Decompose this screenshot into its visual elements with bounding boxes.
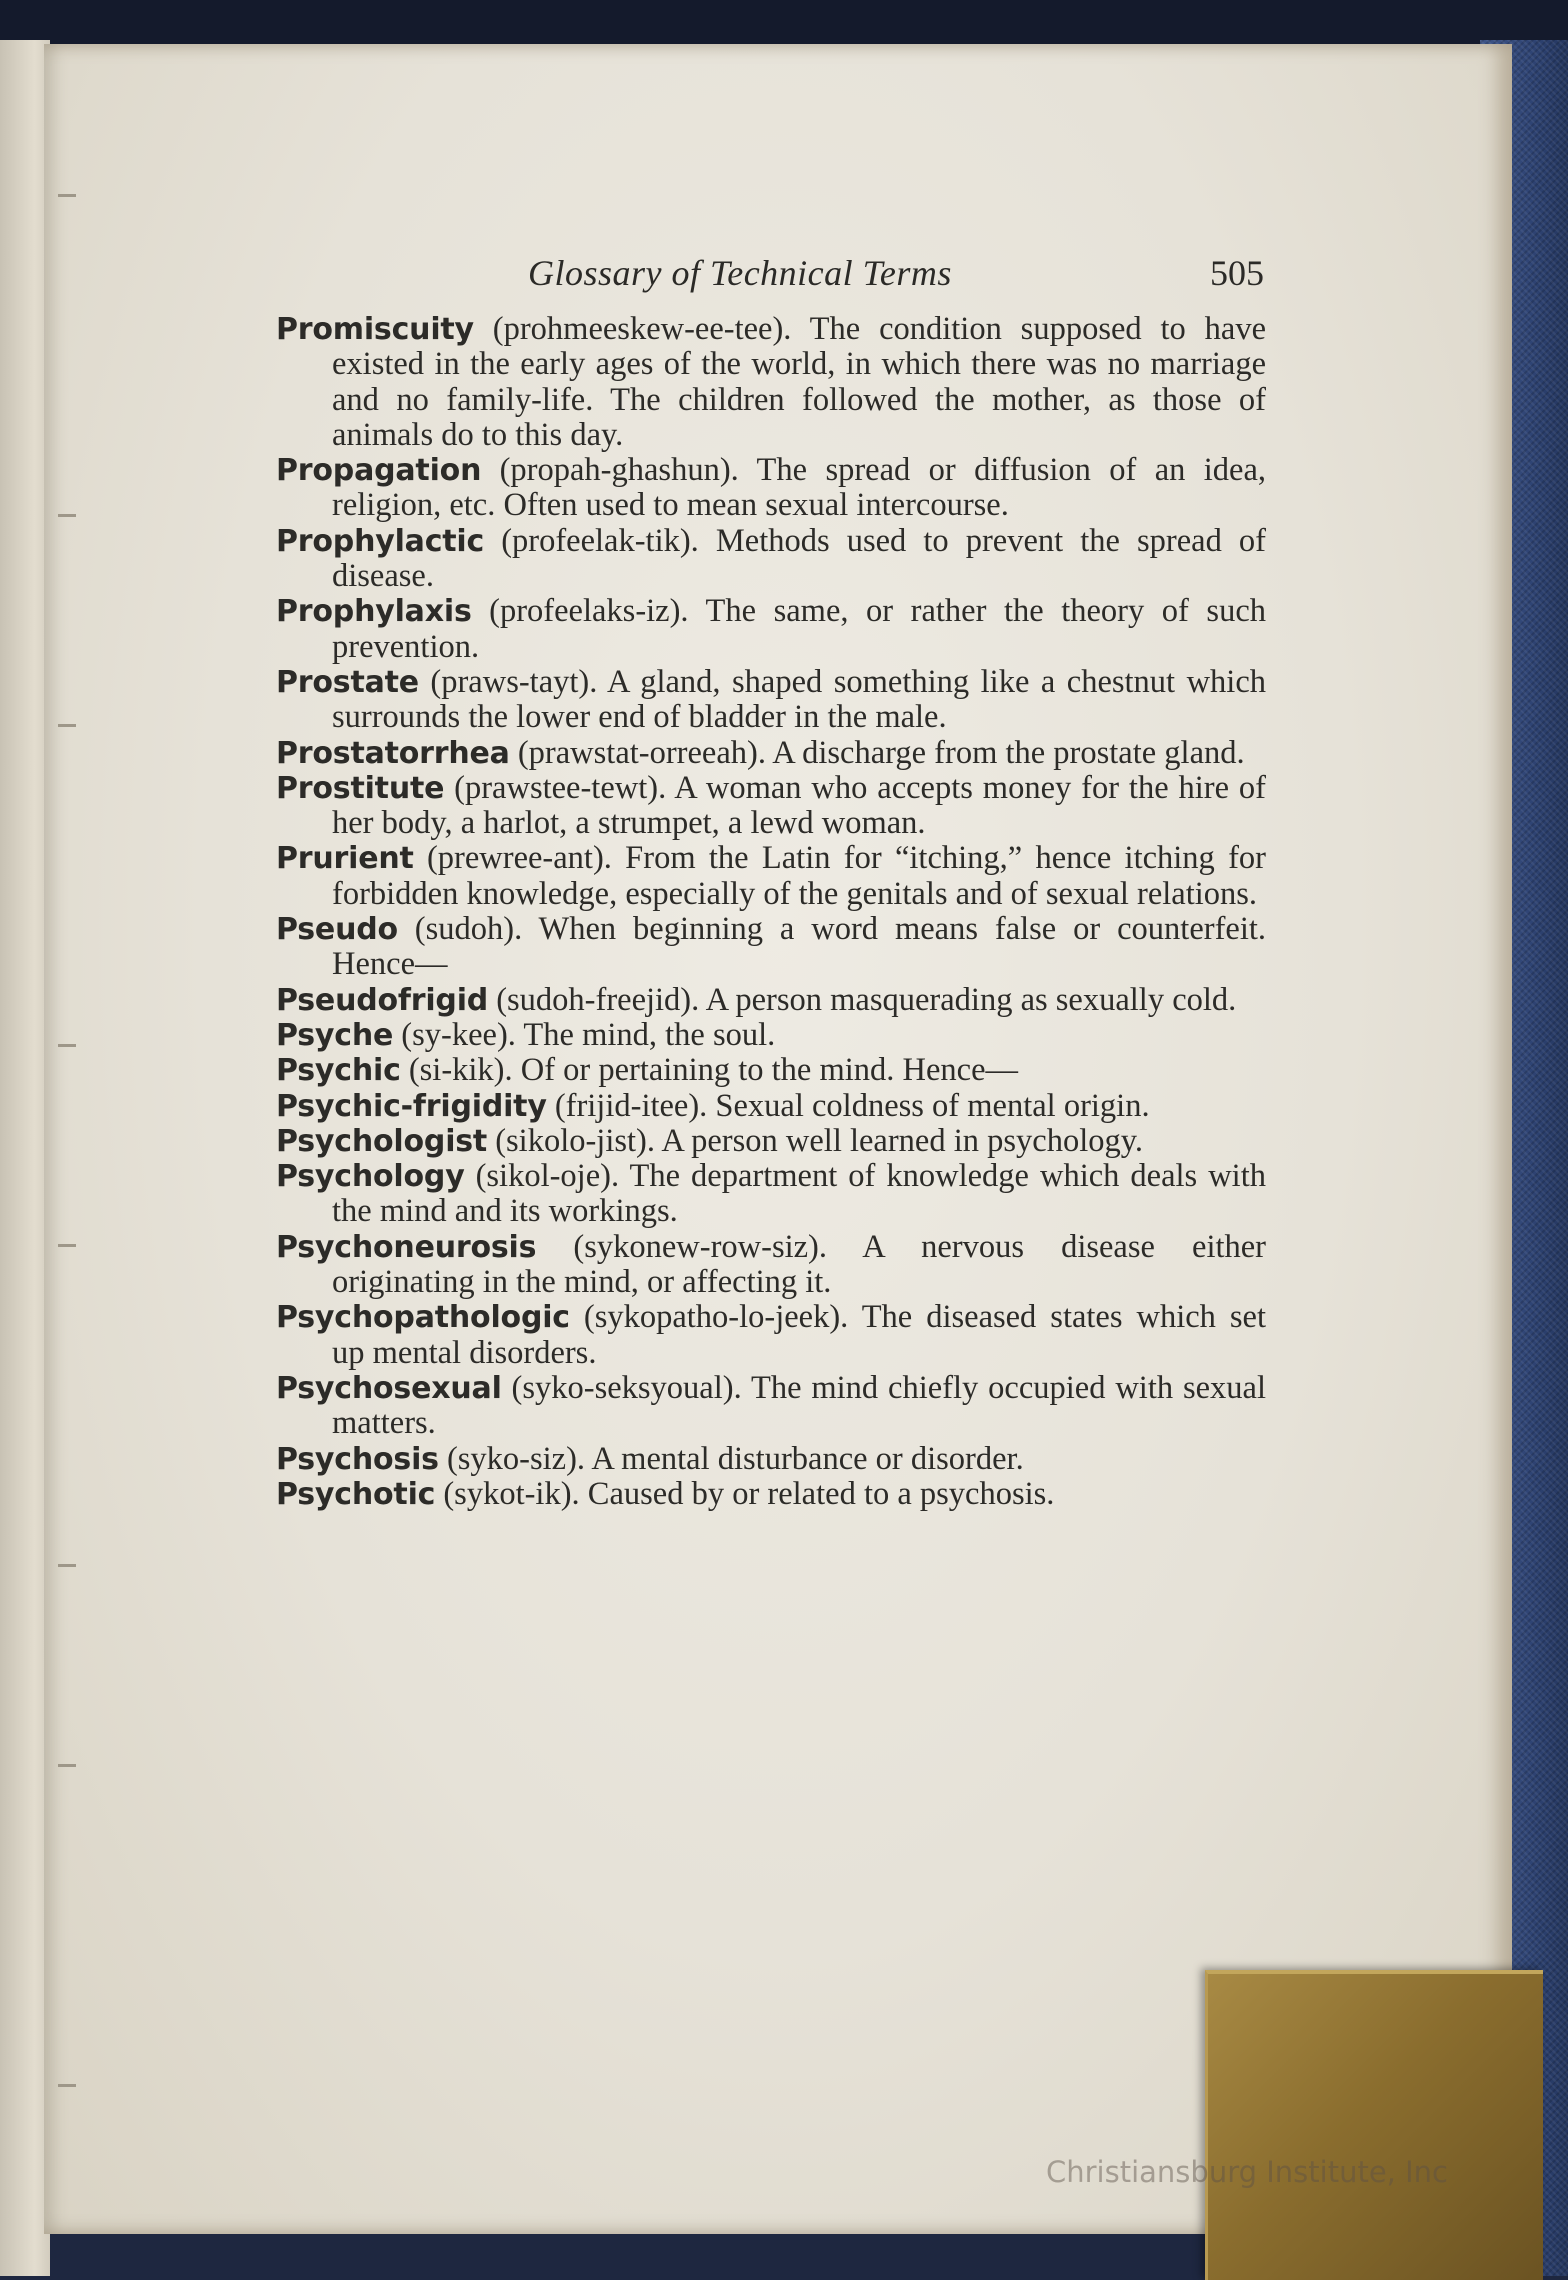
entry-definition: (syko-seksyoual). The mind chiefly occupied with sexual matters.: [332, 1369, 1266, 1442]
entry-term: Propagation: [276, 453, 482, 489]
entry-definition: (sudoh). When beginning a word means false or counterfeit. Hence—: [332, 911, 1266, 983]
glossary-entry: [276, 594, 1266, 665]
entry-definition: (sykonew-row-siz). A nervous disease either originating in the mind, or affecting it.: [332, 1228, 1266, 1301]
binding-stitch: [58, 194, 76, 197]
entry-definition: (prewree-ant). From the Latin for “itching,” hence itching for forbidden knowledge, especially of the genitals and of sexual relations.: [332, 840, 1266, 912]
glossary-entry: [276, 1089, 1266, 1124]
glossary-entry: [276, 524, 1266, 595]
binding-stitch: [58, 1044, 76, 1047]
glossary-entry: [276, 736, 1266, 771]
entry-term: Psychic: [276, 1053, 401, 1089]
page-number: 505: [1210, 253, 1264, 293]
glossary-entry: [276, 665, 1266, 736]
facing-page-edge: [0, 40, 50, 2276]
binding-stitch: [58, 2084, 76, 2087]
glossary-entry: [276, 312, 1266, 453]
running-head-title: Glossary of Technical Terms: [528, 253, 952, 293]
glossary-entry: [276, 771, 1266, 842]
glossary-entries: [276, 312, 1266, 1512]
background-top: [0, 0, 1568, 50]
entry-definition: (frijid-itee). Sexual coldness of mental origin.: [546, 1087, 1150, 1124]
binding-stitch: [58, 1564, 76, 1567]
entry-term: Prostatorrhea: [276, 735, 510, 771]
entry-definition: (profeelaks-iz). The same, or rather the theory of such prevention.: [332, 593, 1266, 665]
glossary-entry: [276, 1371, 1266, 1442]
glossary-entry: [276, 1053, 1266, 1088]
entry-definition: (prawstee-tewt). A woman who accepts money for the hire of her body, a harlot, a strumpet, a lewd woman.: [332, 769, 1266, 842]
entry-definition: (praws-tayt). A gland, shaped something like a chestnut which surrounds the lower end of bladder in the male.: [332, 663, 1266, 736]
entry-definition: (si-kik). Of or pertaining to the mind. Hence—: [400, 1052, 1019, 1089]
entry-term: Psychotic: [276, 1476, 436, 1512]
entry-term: Prophylaxis: [276, 594, 472, 630]
entry-definition: (prohmeeskew-ee-tee). The condition supposed to have existed in the early ages of the world, in which there was no marriage and no family-life. The children followed the mother, as those of animals do to this day.: [332, 311, 1266, 453]
glossary-entry: [276, 912, 1266, 983]
glossary-entry: [276, 1442, 1266, 1477]
glossary-entry: [276, 1300, 1266, 1371]
entry-term: Psychosis: [276, 1441, 439, 1477]
entry-term: Psyche: [276, 1017, 394, 1053]
glossary-entry: [276, 1230, 1266, 1301]
binding-stitch: [58, 514, 76, 517]
entry-term: Psychologist: [276, 1123, 488, 1159]
entry-definition: (sykot-ik). Caused by or related to a psychosis.: [435, 1475, 1055, 1512]
entry-term: Prostitute: [276, 770, 445, 806]
watermark-text: Christiansburg Institute, Inc: [1046, 2155, 1448, 2189]
glossary-entry: [276, 841, 1266, 912]
entry-definition: (profeelak-tik). Methods used to prevent the spread of disease.: [332, 522, 1266, 595]
glossary-entry: [276, 1477, 1266, 1512]
entry-definition: (sudoh-freejid). A person masquerading as sexually cold.: [488, 981, 1237, 1018]
entry-term: Psychosexual: [276, 1370, 502, 1406]
entry-definition: (propah-ghashun). The spread or diffusion of an idea, religion, etc. Often used to mean sexual intercourse.: [332, 452, 1266, 524]
glossary-entry: [276, 1124, 1266, 1159]
entry-definition: (sikolo-jist). A person well learned in psychology.: [487, 1122, 1143, 1159]
entry-term: Pseudofrigid: [276, 982, 489, 1018]
entry-term: Prurient: [276, 841, 414, 877]
glossary-entry: [276, 453, 1266, 524]
entry-definition: (sikol-oje). The department of knowledge which deals with the mind and its workings.: [332, 1158, 1266, 1230]
entry-definition: (sy-kee). The mind, the soul.: [393, 1016, 776, 1053]
entry-term: Prophylactic: [276, 523, 485, 559]
entry-term: Psychology: [276, 1159, 465, 1195]
entry-term: Psychopathologic: [276, 1300, 570, 1336]
glossary-entry: [276, 983, 1266, 1018]
entry-term: Promiscuity: [276, 312, 474, 347]
glossary-entry: [276, 1018, 1266, 1053]
binding-stitch: [58, 1244, 76, 1247]
glossary-entry: [276, 1159, 1266, 1230]
entry-term: Psychoneurosis: [276, 1229, 537, 1265]
entry-term: Prostate: [276, 664, 419, 700]
entry-term: Pseudo: [276, 912, 398, 948]
entry-definition: (sykopatho-lo-jeek). The diseased states which set up mental disorders.: [332, 1299, 1266, 1371]
gold-page-corner: [1205, 1970, 1543, 2280]
binding-stitch: [58, 1764, 76, 1767]
running-head: [528, 252, 1264, 294]
entry-definition: (syko-siz). A mental disturbance or disorder.: [438, 1440, 1024, 1477]
entry-definition: (prawstat-orreeah). A discharge from the prostate gland.: [509, 734, 1245, 771]
binding-stitch: [58, 724, 76, 727]
entry-term: Psychic-frigidity: [276, 1088, 547, 1124]
